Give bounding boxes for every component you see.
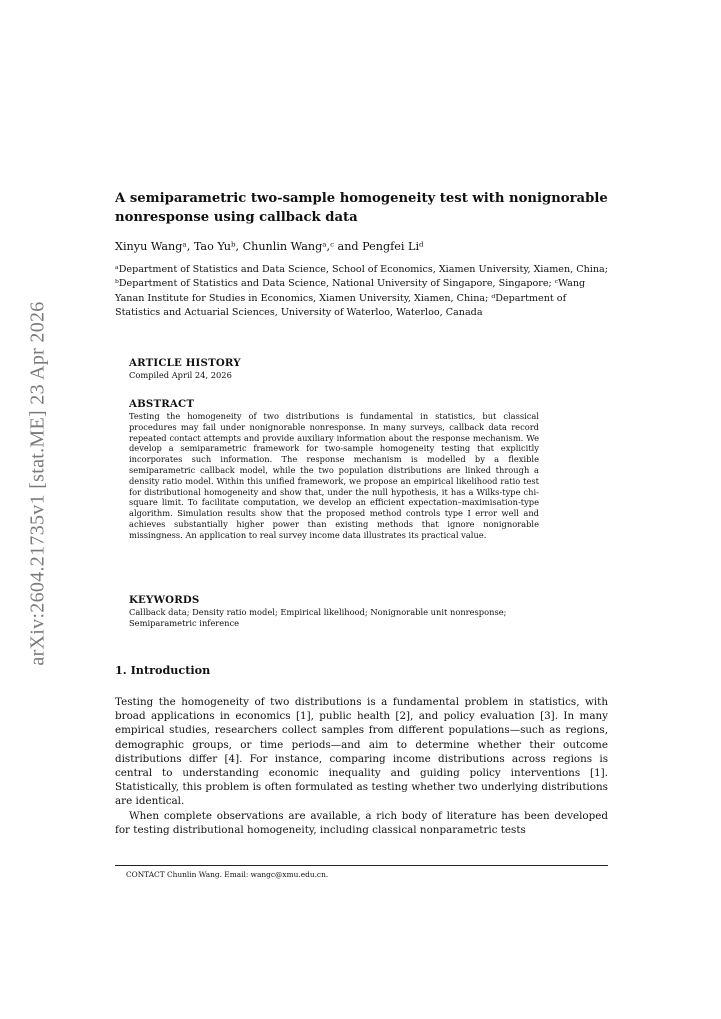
- intro-paragraph-2: When complete observations are available, a rich body of literature has been developed for testing distributional homogeneity, including classical nonparametric tests: [115, 809, 608, 836]
- footnote-rule: [115, 865, 608, 866]
- compiled-date: Compiled April 24, 2026: [129, 370, 232, 380]
- section-heading-introduction: 1. Introduction: [115, 663, 211, 677]
- affiliations: ᵃDepartment of Statistics and Data Science, School of Economics, Xiamen University, Xiamen, China; ᵇDepartment of Statistics and Data Science, National University of Singapore, Singapore; ᶜWang Yanan Institute for Studies in Economics, Xiamen University, Xiamen, China; ᵈDepartment of Statistics and Actuarial Sciences, University of Waterloo, Waterloo, Canada: [115, 264, 608, 318]
- introduction-body: [115, 695, 608, 837]
- abstract-text: Testing the homogeneity of two distributions is fundamental in statistics, but classical procedures may fail under nonignorable nonresponse. In many surveys, callback data record repeated contact attempts and provide auxiliary information about the response mechanism. We develop a semiparametric framework for two-sample homogeneity testing that explicitly incorporates such information. The response mechanism is modelled by a flexible semiparametric callback model, while the two population distributions are linked through a density ratio model. Within this unified framework, we propose an empirical likelihood ratio test for distributional homogeneity and show that, under the null hypothesis, it has a Wilks-type chi-square limit. To facilitate computation, we develop an efficient expectation–maximisation-type algorithm. Simulation results show that the proposed method controls type I error well and achieves substantially higher power than existing methods that ignore nonignorable missingness. An application to real survey income data illustrates its practical value.: [129, 411, 539, 540]
- keywords-heading: KEYWORDS: [129, 594, 200, 606]
- contact-footnote: CONTACT Chunlin Wang. Email: wangc@xmu.edu.cn.: [126, 870, 329, 879]
- arxiv-identifier: arXiv:2604.21735v1 [stat.ME] 23 Apr 2026: [26, 300, 49, 666]
- article-history-heading: ARTICLE HISTORY: [129, 357, 241, 369]
- author-list: Xinyu Wangᵃ, Tao Yuᵇ, Chunlin Wangᵃ,ᶜ and Pengfei Liᵈ: [115, 240, 424, 253]
- abstract-heading: ABSTRACT: [129, 398, 195, 410]
- keywords-text: Callback data; Density ratio model; Empirical likelihood; Nonignorable unit nonresponse; Semiparametric inference: [129, 607, 507, 628]
- intro-paragraph-1: Testing the homogeneity of two distributions is a fundamental problem in statistics, with broad applications in economics [1], public health [2], and policy evaluation [3]. In many empirical studies, researchers collect samples from different populations—such as regions, demographic groups, or time periods—and aim to determine whether their outcome distributions differ [4]. For instance, comparing income distributions across regions is central to understanding economic inequality and guiding policy interventions [1]. Statistically, this problem is often formulated as testing whether two underlying distributions are identical.: [115, 696, 608, 808]
- paper-title: A semiparametric two-sample homogeneity test with nonignorable nonresponse using callback data: [115, 191, 608, 225]
- abstract: [129, 398, 539, 541]
- article-history: [129, 357, 539, 381]
- arxiv-sidebar-stamp: [16, 288, 60, 678]
- keywords: [129, 594, 539, 629]
